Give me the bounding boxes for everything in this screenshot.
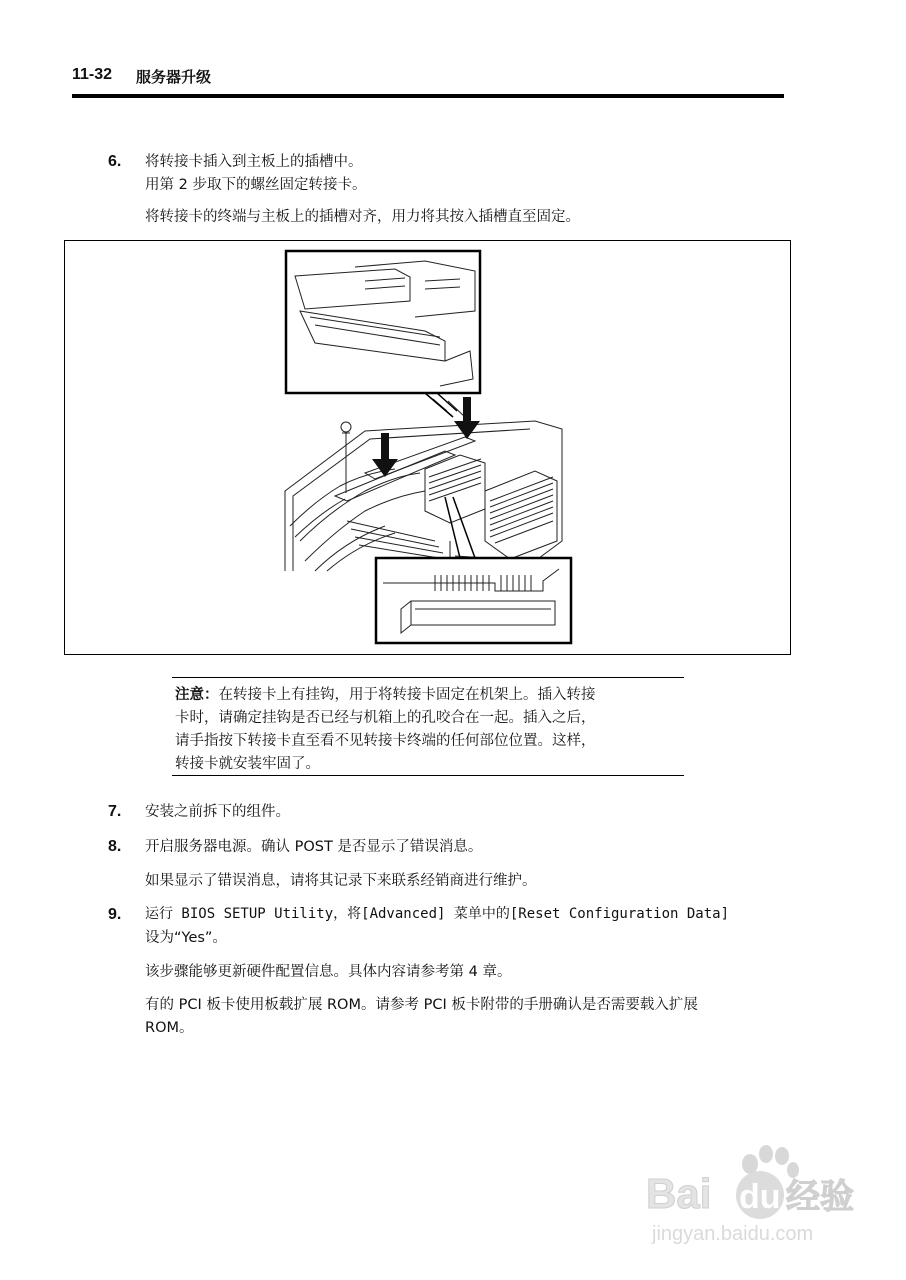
- note-label: 注意：: [175, 687, 219, 703]
- note-block: [175, 684, 683, 776]
- note-line-2: 卡时，请确定挂钩是否已经与机箱上的孔咬合在一起。插入之后，: [175, 710, 596, 726]
- watermark-url: jingyan.baidu.com: [652, 1223, 814, 1245]
- step-8-detail: 如果显示了错误消息，请将其记录下来联系经销商进行维护。: [145, 873, 537, 889]
- step-9-detail: 该步骤能够更新硬件配置信息。具体内容请参考第 4 章。: [145, 964, 512, 980]
- note-bottom-rule: [172, 775, 684, 776]
- page-number: 11-32: [72, 66, 113, 83]
- note-line-3: 请手指按下转接卡直至看不见转接卡终端的任何部位位置。这样，: [175, 733, 596, 749]
- illustration-frame: [64, 240, 791, 655]
- note-top-rule: [172, 677, 684, 678]
- step-6-line-2: 用第 2 步取下的螺丝固定转接卡。: [145, 177, 367, 193]
- step-6-detail: 将转接卡的终端与主板上的插槽对齐，用力将其按入插槽直至固定。: [145, 209, 580, 225]
- watermark-brand-b: du: [739, 1178, 781, 1216]
- step-7-line-1: 安装之前拆下的组件。: [145, 804, 290, 820]
- baidu-jingyan-watermark: [640, 1140, 870, 1250]
- step-8-number: 8.: [108, 838, 122, 855]
- step-9-detail-2-line-1: 有的 PCI 板卡使用板载扩展 ROM。请参考 PCI 板卡附带的手册确认是否需要载入扩展: [145, 997, 698, 1013]
- step-6-number: 6.: [108, 153, 122, 170]
- step-6-line-1: 将转接卡插入到主板上的插槽中。: [145, 154, 363, 170]
- chapter-title: 服务器升级: [136, 68, 212, 86]
- step-8-line-1: 开启服务器电源。确认 POST 是否显示了错误消息。: [145, 839, 483, 855]
- riser-card-illustration: [65, 241, 790, 654]
- watermark-brand-cn: 经验: [786, 1177, 854, 1217]
- step-9-detail-2-line-2: ROM。: [145, 1020, 194, 1036]
- note-line-1: 在转接卡上有挂钩，用于将转接卡固定在机架上。插入转接: [218, 687, 596, 703]
- header-rule: [72, 94, 784, 98]
- step-9-line-1: 运行 BIOS SETUP Utility，将[Advanced] 菜单中的[Reset Configuration Data]: [145, 906, 730, 922]
- note-line-4: 转接卡就安装牢固了。: [175, 756, 320, 772]
- step-7-number: 7.: [108, 803, 122, 820]
- step-9-number: 9.: [108, 906, 122, 923]
- watermark-brand-a: Bai: [646, 1170, 712, 1217]
- step-9-line-2: 设为“Yes”。: [145, 930, 227, 946]
